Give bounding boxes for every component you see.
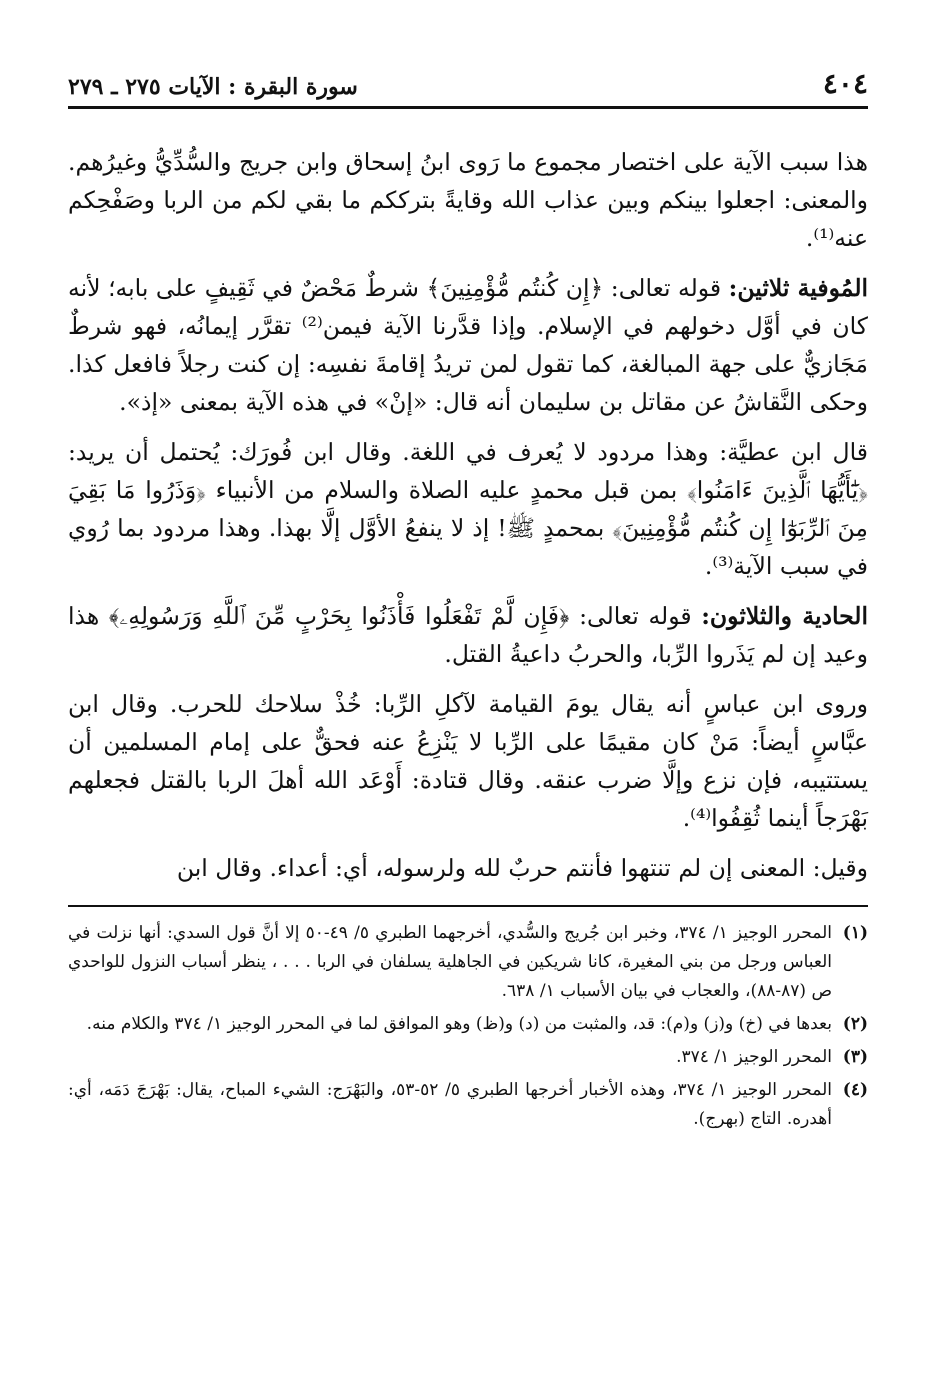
paragraph-text: قوله تعالى: ﴿فَإِن لَّمْ تَفْعَلُوا فَأْذَنُوا بِحَرْبٍ مِّنَ ٱللَّهِ وَرَسُولِهِۦ﴾ هذا وعيد إن لم يَذَروا الرِّبا، والحربُ داعيةُ القتل. (68, 602, 868, 668)
paragraph-text: قوله تعالى: ﴿إِن كُنتُم مُّؤْمِنِينَ﴾ شرطٌ مَحْضٌ في ثَقِيفٍ على بابه؛ لأنه كان في أوَّل دخولهم في الإسلام. وإذا قدَّرنا الآية فيمن⁽²⁾ تقرَّر إيمانُه، فهو شرطٌ مَجَازيٌّ على جهة المبالغة، كما تقول لمن تريدُ إقامةَ نفسِه: إن كنت رجلاً فافعل كذا. وحكى النَّقاشُ عن مقاتل بن سليمان أنه قال: «إنْ» في هذه الآية بمعنى «إذ». (68, 274, 868, 416)
footnote-text: المحرر الوجيز ١/ ٣٧٤. (676, 1047, 832, 1067)
paragraph-text: هذا سبب الآية على اختصار مجموع ما رَوى ابنُ إسحاق وابن جريج والسُّدِّيُّ وغيرُهم. والمعنى: اجعلوا بينكم وبين عذاب الله وقايةً بترككم ما بقي لكم من الربا وصَفْحِكم عنه⁽¹⁾. (68, 148, 868, 252)
paragraph (68, 597, 868, 673)
page-number: ٤٠٤ (822, 67, 868, 100)
footnotes (68, 919, 868, 1134)
running-header (68, 58, 868, 109)
footnote-text: المحرر الوجيز ١/ ٣٧٤، وهذه الأخبار أخرجها الطبري ٥/ ٥٢-٥٣، والبَهْرَج: الشيء المباح، يقال: بَهْرَجَ دَمَه، أي: أهدره. التاج (بهرج). (68, 1080, 832, 1129)
main-text (68, 143, 868, 887)
footnote-text: المحرر الوجيز ١/ ٣٧٤، وخبر ابن جُريج والسُّدي، أخرجهما الطبري ٥/ ٤٩-٥٠ إلا أنَّ قول السدي: أنها نزلت في العباس ورجل من بني المغيرة، كانا شريكين في الجاهلية يسلفان في الربا . . . ، ينظر أسباب النزول للواحدي ص (٨٧-٨٨)، والعجاب في بيان الأسباب ١/ ٦٣٨. (68, 923, 832, 1001)
footnote (68, 1010, 868, 1039)
paragraph (68, 269, 868, 421)
footnote-number: (٣) (842, 1047, 868, 1067)
paragraph-heading: الحادية والثلاثون: (701, 602, 869, 630)
paragraph-text: وروى ابن عباسٍ أنه يقال يومَ القيامة لآكلِ الرِّبا: خُذْ سلاحك للحرب. وقال ابن عبَّاسٍ أيضاً: مَنْ كان مقيمًا على الرِّبا لا يَنْزِعُ عنه فحقٌّ على إمام المسلمين أن يستتيبه، فإن نزع وإلَّا ضرب عنقه. وقال قتادة: أَوْعَد الله أهلَ الربا بالقتل فجعلهم بَهْرَجاً أينما ثُقِفُوا⁽⁴⁾. (68, 690, 868, 832)
footnote-divider (68, 905, 868, 907)
footnote-number: (٤) (842, 1080, 868, 1100)
footnote (68, 1076, 868, 1134)
book-page (68, 58, 868, 1358)
paragraph (68, 143, 868, 257)
footnote (68, 1043, 868, 1072)
footnote (68, 919, 868, 1006)
footnote-text: بعدها في (خ) و(ز) و(م): قد، والمثبت من (د) و(ظ) وهو الموافق لما في المحرر الوجيز ١/ ٣٧٤ والكلام منه. (86, 1014, 832, 1034)
paragraph-heading: المُوفية ثلاثين: (728, 274, 869, 302)
footnote-number: (١) (842, 923, 868, 943)
footnote-number: (٢) (842, 1014, 868, 1034)
paragraph (68, 849, 868, 887)
paragraph-text: وقيل: المعنى إن لم تنتهوا فأنتم حربٌ لله ولرسوله، أي: أعداء. وقال ابن (176, 854, 868, 882)
paragraph (68, 433, 868, 585)
running-title: سورة البقرة : الآيات ٢٧٥ ـ ٢٧٩ (68, 74, 358, 100)
paragraph (68, 685, 868, 837)
paragraph-text: قال ابن عطيَّة: وهذا مردود لا يُعرف في اللغة. وقال ابن فُورَك: يُحتمل أن يريد: ﴿يَٰٓأَيُّهَا ٱلَّذِينَ ءَامَنُوا﴾ بمن قبل محمدٍ عليه الصلاة والسلام من الأنبياء ﴿وَذَرُوا مَا بَقِيَ مِنَ ٱلرِّبَوٰٓا إِن كُنتُم مُّؤْمِنِينَ﴾ بمحمدٍ ﷺ! إذ لا ينفعُ الأوَّل إلَّا بهذا. وهذا مردود بما رُوي في سبب الآية⁽³⁾. (68, 438, 868, 580)
